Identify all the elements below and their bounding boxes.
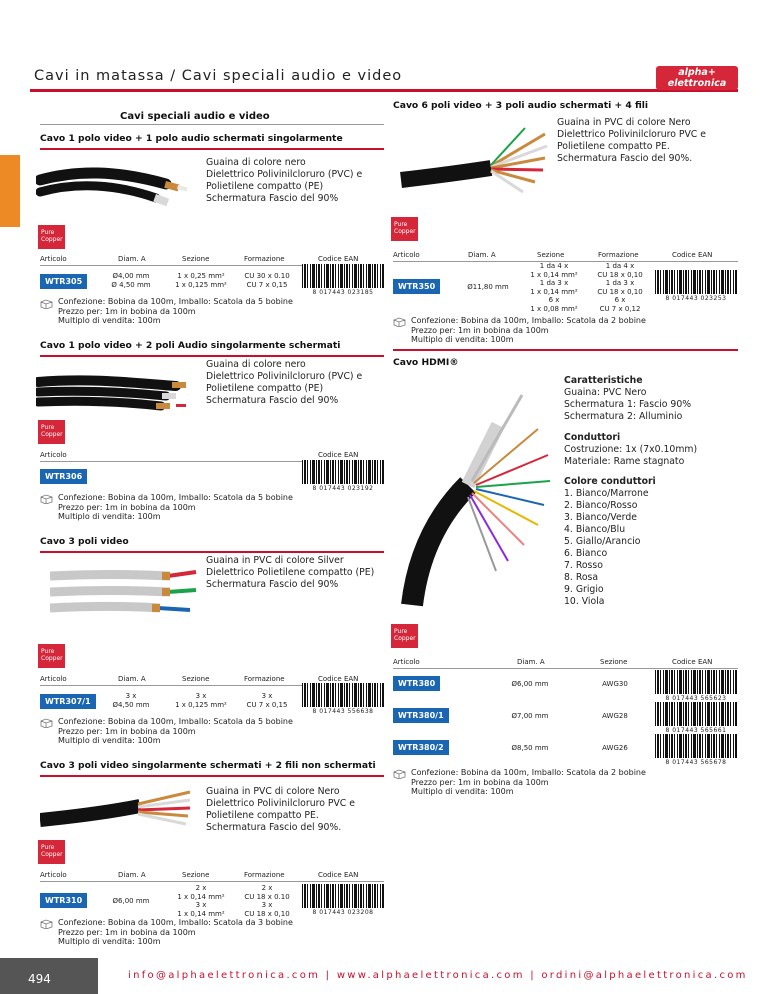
hdr-ean: Codice EAN xyxy=(318,871,359,879)
ean-number: 8 017443 556638 xyxy=(312,708,374,715)
hdr-diam: Diam. A xyxy=(118,255,146,263)
color-item: 8. Rosa xyxy=(564,572,599,583)
cell-sezione: AWG26 xyxy=(602,744,628,752)
pack-line: Multiplo di vendita: 100m xyxy=(58,736,161,745)
s6-car-line: Schermatura 1: Fascio 90% xyxy=(564,399,692,410)
s5-cable-image xyxy=(395,120,555,200)
s5-desc-line: Dielettrico Polivinilcloruro PVC e xyxy=(557,129,706,140)
article-code[interactable]: WTR310 xyxy=(40,893,87,908)
cell-sezione: 3 x xyxy=(195,901,207,910)
cell-formazione: 6 x xyxy=(614,296,626,305)
cell-diam: Ø 4,50 mm xyxy=(111,280,151,289)
cell-sezione: 3 x xyxy=(195,692,207,700)
s3-title: Cavo 3 poli video xyxy=(40,536,129,547)
hdr-articolo: Articolo xyxy=(393,251,420,259)
s2-desc-line: Dielettrico Polivinilcloruro (PVC) e xyxy=(206,371,363,382)
cell-sezione: 1 x 0,125 mm² xyxy=(175,700,227,709)
s6-car-line: Schermatura 2: Alluminio xyxy=(564,411,683,422)
s5-title: Cavo 6 poli video + 3 poli audio schermati + 4 fili xyxy=(393,100,649,111)
s5-desc-line: Guaina in PVC di colore Nero xyxy=(557,117,691,128)
ean-barcode xyxy=(655,670,737,702)
ean-barcode xyxy=(302,683,384,715)
ean-barcode xyxy=(655,734,737,766)
cell-formazione: 1 da 4 x xyxy=(605,262,635,270)
left-header-divider xyxy=(40,124,384,125)
cell-diam: Ø4,50 mm xyxy=(112,700,150,709)
pure-copper-badge: Pure Copper xyxy=(391,217,418,241)
color-item: 10. Viola xyxy=(564,596,605,607)
footer-contacts[interactable]: info@alphaelettronica.com | www.alphaelettronica.com | ordini@alphaelettronica.com xyxy=(128,970,748,981)
category-divider xyxy=(30,89,738,92)
hdr-ean: Codice EAN xyxy=(318,675,359,683)
cell-sezione: 1 x 0,08 mm² xyxy=(530,304,578,313)
article-code[interactable]: WTR380/1 xyxy=(393,708,449,723)
hdr-sezione: Sezione xyxy=(537,251,565,259)
pack-line: Confezione: Bobina da 100m, Imballo: Scatola da 2 bobine xyxy=(411,768,646,777)
hdr-sezione: Sezione xyxy=(182,871,210,879)
pack-line: Prezzo per: 1m in bobina da 100m xyxy=(58,927,196,937)
s1-desc-line: Guaina di colore nero xyxy=(206,157,306,168)
s2-divider xyxy=(40,355,384,357)
pack-line: Multiplo di vendita: 100m xyxy=(58,937,161,946)
package-icon xyxy=(393,317,406,327)
pack-line: Multiplo di vendita: 100m xyxy=(58,512,161,521)
article-code[interactable]: WTR305 xyxy=(40,274,87,289)
cell-formazione: 3 x xyxy=(261,692,273,700)
pack-line: Prezzo per: 1m in bobina da 100m xyxy=(411,325,549,335)
cell-sezione: 2 x xyxy=(195,884,207,892)
ean-number: 8 017443 565623 xyxy=(665,695,727,702)
hdr-ean: Codice EAN xyxy=(318,255,359,263)
cell-sezione: AWG30 xyxy=(602,680,628,688)
color-item: 6. Bianco xyxy=(564,548,608,559)
color-item: 9. Grigio xyxy=(564,584,604,595)
package-icon xyxy=(40,494,53,504)
ean-barcode xyxy=(655,702,737,734)
ean-number: 8 017443 023253 xyxy=(665,295,727,302)
s1-desc-line: Dielettrico Polivinilcloruro (PVC) e xyxy=(206,169,363,180)
ean-number: 8 017443 023185 xyxy=(312,289,374,296)
color-item: 3. Bianco/Verde xyxy=(564,512,637,523)
cell-formazione: 2 x xyxy=(261,884,273,892)
ean-barcode xyxy=(655,270,737,302)
color-item: 5. Giallo/Arancio xyxy=(564,536,641,547)
cell-sezione: 1 x 0,14 mm² xyxy=(530,270,578,279)
pack-line: Confezione: Bobina da 100m, Imballo: Scatola da 5 bobine xyxy=(58,717,293,726)
side-tab xyxy=(0,155,20,227)
cell-sezione: 1 x 0,25 mm² xyxy=(177,272,225,280)
s3-desc-line: Guaina in PVC di colore Silver xyxy=(206,555,344,566)
cell-formazione: CU 7 x 0,12 xyxy=(599,304,641,313)
hdr-diam: Diam. A xyxy=(118,675,146,683)
pure-copper-badge: Pure Copper xyxy=(391,624,418,648)
hdr-diam: Diam. A xyxy=(517,658,545,666)
article-code[interactable]: WTR306 xyxy=(40,469,87,484)
hdr-formazione: Formazione xyxy=(244,871,285,879)
package-icon xyxy=(40,919,53,929)
cell-sezione: AWG28 xyxy=(602,712,628,720)
cell-formazione: CU 7 x 0,15 xyxy=(246,700,288,709)
cell-sezione: 1 x 0,125 mm² xyxy=(175,280,227,289)
cell-formazione: CU 18 x 0,10 xyxy=(597,287,643,296)
hdr-sezione: Sezione xyxy=(600,658,628,666)
pure-copper-badge: Pure Copper xyxy=(38,644,65,668)
pack-line: Multiplo di vendita: 100m xyxy=(58,316,161,325)
category-title: Cavi in matassa / Cavi speciali audio e video xyxy=(34,68,403,84)
brand-logo[interactable] xyxy=(656,66,738,90)
cell-sezione: 1 da 4 x xyxy=(539,262,569,270)
pack-line: Confezione: Bobina da 100m, Imballo: Scatola da 3 bobine xyxy=(58,918,293,927)
s5-desc-line: Polietilene compatto PE. xyxy=(557,141,670,152)
pack-line: Prezzo per: 1m in bobina da 100m xyxy=(58,726,196,736)
ean-barcode xyxy=(302,884,384,916)
s5-divider xyxy=(393,349,738,351)
s6-cond-title: Conduttori xyxy=(564,432,621,443)
s3-desc-line: Dielettrico Polietilene compatto (PE) xyxy=(206,567,375,578)
hdr-articolo: Articolo xyxy=(40,255,67,263)
ean-barcode xyxy=(302,264,384,296)
color-item: 4. Bianco/Blu xyxy=(564,524,626,535)
pack-line: Confezione: Bobina da 100m, Imballo: Scatola da 5 bobine xyxy=(58,297,293,306)
pack-line: Multiplo di vendita: 100m xyxy=(411,787,514,796)
s4-desc-line: Schermatura Fascio del 90%. xyxy=(206,822,342,833)
hdr-diam: Diam. A xyxy=(468,251,496,259)
s1-desc-line: Schermatura Fascio del 90% xyxy=(206,193,339,204)
cell-sezione: 1 da 3 x xyxy=(539,279,569,288)
cell-formazione: CU 18 x 0,10 xyxy=(244,909,290,918)
s4-title: Cavo 3 poli video singolarmente schermati + 2 fili non schermati xyxy=(40,760,376,771)
package-icon xyxy=(40,718,53,728)
hdr-articolo: Articolo xyxy=(40,675,67,683)
s2-desc-line: Guaina di colore nero xyxy=(206,359,306,370)
hdr-formazione: Formazione xyxy=(598,251,639,259)
article-code[interactable]: WTR307/1 xyxy=(40,694,96,709)
table-divider xyxy=(40,881,384,882)
s4-desc-line: Dielettrico Polivinilcloruro PVC e xyxy=(206,798,355,809)
hdr-sezione: Sezione xyxy=(182,255,210,263)
s2-title: Cavo 1 polo video + 2 poli Audio singolarmente schermati xyxy=(40,340,341,351)
article-code[interactable]: WTR380/2 xyxy=(393,740,449,755)
cell-diam: Ø11,80 mm xyxy=(467,283,509,291)
color-item: 7. Rosso xyxy=(564,560,603,571)
cell-formazione: CU 30 x 0.10 xyxy=(244,272,290,280)
s4-cable-image xyxy=(40,782,200,838)
hdr-sezione: Sezione xyxy=(182,675,210,683)
color-item: 1. Bianco/Marrone xyxy=(564,488,649,499)
ean-number: 8 017443 023192 xyxy=(312,485,374,492)
cell-sezione: 1 x 0,14 mm² xyxy=(177,892,225,901)
left-header: Cavi speciali audio e video xyxy=(120,111,270,122)
hdr-ean: Codice EAN xyxy=(672,658,713,666)
pack-line: Prezzo per: 1m in bobina da 100m xyxy=(58,306,196,316)
cell-diam: Ø8,50 mm xyxy=(511,744,549,752)
article-code[interactable]: WTR380 xyxy=(393,676,440,691)
pure-copper-badge: Pure Copper xyxy=(38,840,65,864)
ean-number: 8 017443 565678 xyxy=(665,759,727,766)
hdr-articolo: Articolo xyxy=(393,658,420,666)
package-icon xyxy=(393,769,406,779)
hdmi-cable-image xyxy=(398,385,558,610)
pure-copper-badge: Pure Copper xyxy=(38,420,65,444)
hdr-diam: Diam. A xyxy=(118,871,146,879)
hdr-articolo: Articolo xyxy=(40,451,67,459)
cell-diam: Ø4,00 mm xyxy=(112,272,150,280)
s2-desc-line: Polietilene compatto (PE) xyxy=(206,383,324,394)
package-icon xyxy=(40,299,53,309)
color-item: 2. Bianco/Rosso xyxy=(564,500,638,511)
page-number: 494 xyxy=(0,958,98,994)
pack-line: Confezione: Bobina da 100m, Imballo: Scatola da 2 bobine xyxy=(411,316,646,325)
pack-line: Prezzo per: 1m in bobina da 100m xyxy=(411,777,549,787)
pure-copper-badge: Pure Copper xyxy=(38,225,65,249)
s3-divider xyxy=(40,551,384,553)
cell-diam: Ø6,00 mm xyxy=(112,897,150,905)
s6-car-line: Guaina: PVC Nero xyxy=(564,387,647,398)
article-code[interactable]: WTR350 xyxy=(393,279,440,294)
s6-car-title: Caratteristiche xyxy=(564,375,643,386)
cell-sezione: 1 x 0,14 mm² xyxy=(177,909,225,918)
cell-diam: 3 x xyxy=(125,692,137,700)
s4-divider xyxy=(40,775,384,777)
pack-line: Multiplo di vendita: 100m xyxy=(411,335,514,344)
ean-number: 8 017443 565661 xyxy=(665,727,727,734)
s6-cond-line: Costruzione: 1x (7x0.10mm) xyxy=(564,444,698,455)
s4-desc-line: Polietilene compatto PE. xyxy=(206,810,319,821)
cell-formazione: CU 7 x 0,15 xyxy=(246,280,288,289)
pack-line: Confezione: Bobina da 100m, Imballo: Scatola da 5 bobine xyxy=(58,493,293,502)
cell-sezione: 1 x 0,14 mm² xyxy=(530,287,578,296)
s1-divider xyxy=(40,148,384,150)
s1-cable-image xyxy=(36,158,196,212)
logo-line2: elettronica xyxy=(667,78,727,89)
cell-formazione: 3 x xyxy=(261,901,273,910)
s2-cable-image xyxy=(36,364,196,414)
hdr-formazione: Formazione xyxy=(244,255,285,263)
hdr-ean: Codice EAN xyxy=(672,251,713,259)
pack-line: Prezzo per: 1m in bobina da 100m xyxy=(58,502,196,512)
s1-title: Cavo 1 polo video + 1 polo audio schermati singolarmente xyxy=(40,133,343,144)
cell-formazione: 1 da 3 x xyxy=(605,279,635,288)
s6-colors-title: Colore conduttori xyxy=(564,476,656,487)
table-divider xyxy=(393,668,738,669)
s2-desc-line: Schermatura Fascio del 90% xyxy=(206,395,339,406)
s6-cond-line: Materiale: Rame stagnato xyxy=(564,456,685,467)
s6-title: Cavo HDMI® xyxy=(393,357,459,368)
logo-line1: alpha+ xyxy=(678,67,716,78)
s1-desc-line: Polietilene compatto (PE) xyxy=(206,181,324,192)
hdr-articolo: Articolo xyxy=(40,871,67,879)
ean-barcode xyxy=(302,460,384,492)
ean-number: 8 017443 023208 xyxy=(312,909,374,916)
s4-desc-line: Guaina in PVC di colore Nero xyxy=(206,786,340,797)
s5-desc-line: Schermatura Fascio del 90%. xyxy=(557,153,693,164)
hdr-formazione: Formazione xyxy=(244,675,285,683)
hdr-ean: Codice EAN xyxy=(318,451,359,459)
cell-formazione: CU 18 x 0,10 xyxy=(597,270,643,279)
cell-sezione: 6 x xyxy=(548,296,560,305)
s3-cable-image xyxy=(50,562,200,622)
cell-diam: Ø6,00 mm xyxy=(511,680,549,688)
s3-desc-line: Schermatura Fascio del 90% xyxy=(206,579,339,590)
cell-diam: Ø7,00 mm xyxy=(511,712,549,720)
cell-formazione: CU 18 x 0.10 xyxy=(244,892,290,901)
